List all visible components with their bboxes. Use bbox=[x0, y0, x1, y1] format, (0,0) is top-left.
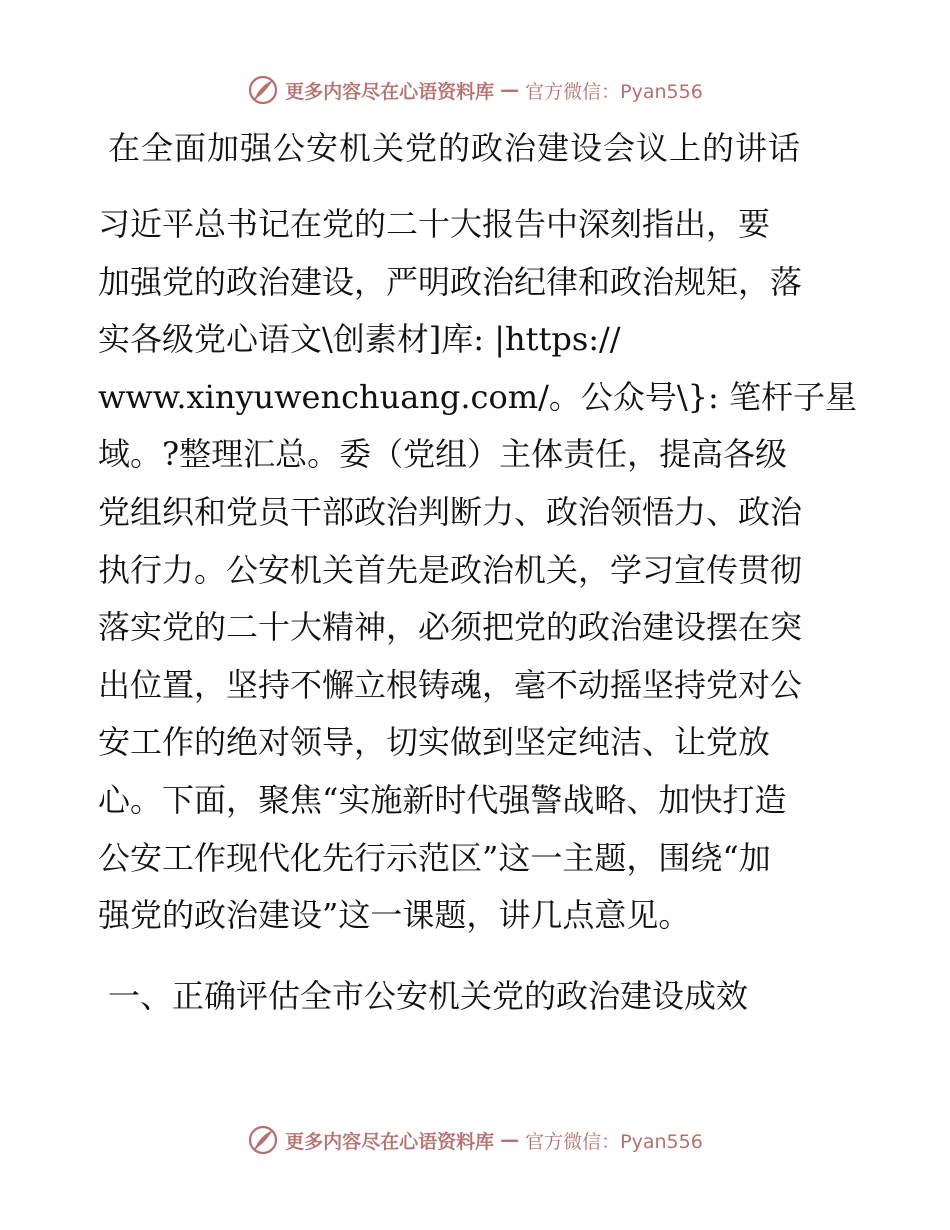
watermark-account-text: 官方微信：Pyan556 bbox=[525, 80, 703, 103]
body-line: 心。下面，聚焦“实施新时代强警战略、加快打造 bbox=[98, 780, 787, 819]
watermark-site-text: 更多内容尽在心语资料库 bbox=[285, 1130, 495, 1153]
body-line: 实各级党心语文\创素材]库: |https:// bbox=[98, 320, 621, 359]
body-line: www.xinyuwenchuang.com/。公众号\}: 笔杆子星 bbox=[98, 377, 857, 416]
body-line: 安工作的绝对领导，切实做到坚定纯洁、让党放 bbox=[98, 723, 771, 762]
body-line: 加强党的政治建设，严明政治纪律和政治规矩，落 bbox=[98, 262, 803, 301]
watermark-site-text: 更多内容尽在心语资料库 bbox=[285, 80, 495, 103]
watermark-separator: — bbox=[500, 1129, 520, 1151]
body-line: 域。?整理汇总。委（党组）主体责任，提高各级 bbox=[98, 435, 788, 474]
watermark-header bbox=[0, 70, 950, 110]
document-title: 在全面加强公安机关党的政治建设会议上的讲话 bbox=[108, 129, 802, 167]
body-line: 强党的政治建设”这一课题，讲几点意见。 bbox=[98, 896, 691, 935]
body-line: 执行力。公安机关首先是政治机关，学习宣传贯彻 bbox=[98, 550, 803, 589]
body-line: 党组织和党员干部政治判断力、政治领悟力、政治 bbox=[98, 492, 803, 531]
watermark-separator: — bbox=[500, 79, 520, 101]
watermark-footer bbox=[0, 1120, 950, 1160]
section-heading: 一、正确评估全市公安机关党的政治建设成效 bbox=[108, 977, 749, 1015]
body-line: 落实党的二十大精神，必须把党的政治建设摆在突 bbox=[98, 608, 803, 647]
body-line: 习近平总书记在党的二十大报告中深刻指出，要 bbox=[98, 205, 771, 243]
body-line: 出位置，坚持不懈立根铸魂，毫不动摇坚持党对公 bbox=[98, 665, 803, 704]
watermark-account-text: 官方微信：Pyan556 bbox=[525, 1130, 703, 1153]
body-line: 公安工作现代化先行示范区”这一主题，围绕“加 bbox=[98, 838, 771, 877]
quill-pen-logo-icon bbox=[247, 1124, 279, 1156]
document-body-paragraph bbox=[98, 196, 858, 945]
quill-pen-logo-icon bbox=[247, 74, 279, 106]
